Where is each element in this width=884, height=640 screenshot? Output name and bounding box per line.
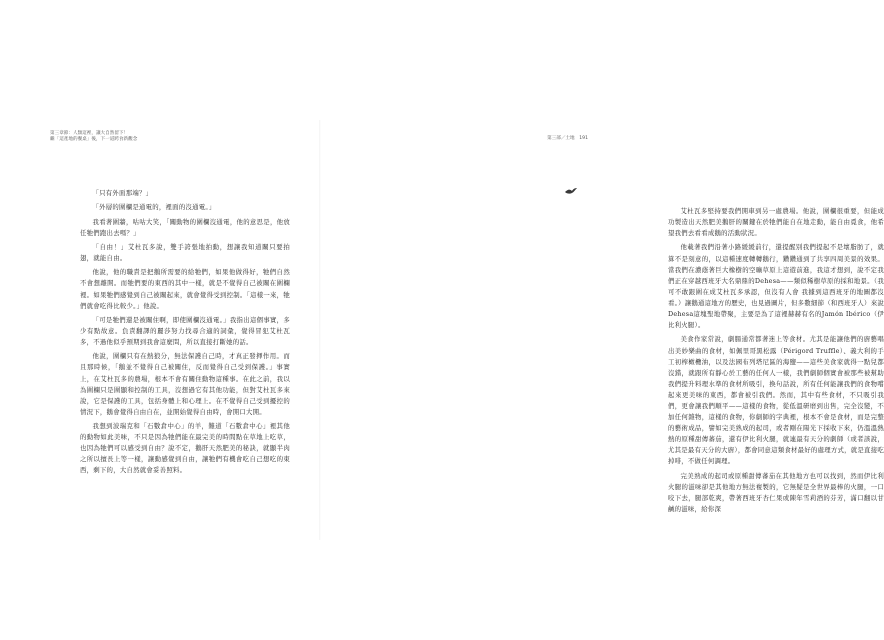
right-page [320, 0, 884, 640]
paragraph: 他說，圍欄只有在熱狼分，無法保護自己時，才真正發揮作用。而且那時候，「鵝並不覺得自己被關住，反而覺得自己受到保護。」事實上，在艾杜瓦多的農場，根本不會有關住動物這種事。在此之前，我以為圍欄只是圍顯和控制的工具，沒想過它有其他功能，但對艾杜瓦多來說，它是保護的工具，包括身體上和心理上。在不覺得自己受到擾控的情況下，鵝會覺得自由自在，並開始覺得自由時，會開口大開。 [80, 352, 290, 416]
paragraph: 艾杜瓦多堅持要我們開車到另一處農場。他說，圍欄很重要，但能成功製造出天然肥美鵝肝的關鍵在於牠們能自在地走動，能自由覓食，他希望我們去看看成鵝的活動狀況。 [668, 207, 884, 238]
paragraph: 完美熟成的起司或原種甜傳蕃茄在其他地方也可以找到，然而伊比利火腿的滋味卻是其他地方無法複製的，它無疑是全世界最棒的火腿，一口咬下去，腿部乾爽，帶著西班牙杏仁果或陳年雪莉酒的芬芳，滿口翻以甘鹹的滋味，給你深 [668, 471, 884, 513]
left-body-text [80, 188, 290, 480]
paragraph: 「自由！」艾杜瓦多說，雙手誇張地拍動，想讓我知道關只要拍翅，就能自由。 [80, 242, 290, 263]
paragraph: 我想到波瑞克和「石數倉中心」的羊，難道「石數倉中心」裡其他的動物如此美味，不只是因為牠們能在最完美的時間點在草地上吃草，也因為牠們可以感受到自由？說不定，鵝肝天然肥美的秘訣，就顯半肉之所以擅長上等一樣，讓動感覺到自由，讓牠們有機會吃自己想吃的東西，剩下的，大自然就會妥善照料。 [80, 422, 290, 475]
running-head-left [50, 131, 137, 144]
running-head-line: 第三章節：人類這裡，讓大自然留下！ [50, 131, 129, 136]
right-body-text [668, 206, 884, 518]
paragraph: 「只有外面那端？」 [92, 189, 153, 197]
bird-ornament-icon [564, 186, 578, 196]
paragraph: 我看著圍牆，咕咕大笑，「關動物的圍欄沒通電，他的意思是，他放任牠們跑出去嗎？」 [80, 217, 290, 237]
paragraph: 他載著我們沿著小路緩緩前行，還提醒別我們提起不是壞脂肪了，就算不是刻意的，以這種速度轉轉鵝行，鑽鑽通到了共享四周美景的效果。當我們在濃蔭著巨大橡樹的空曠草原上這遊前進，我這才想到，說不定我們正在穿越西班牙大名鼎鼎的Dehesa——類似稀樹草原的採和地景。（我可不敢跟圍在成艾杜瓦多承認，但沒有人會 我據到這西班牙的地圖都沒看。）讓鵝通這地方的歷史，也見過圖片，但多數細節（和西班牙人）來說Dehesa這塊聖地帶聚，主要是為了這裡赫赫有名的Jamón Ibérico（伊比利火腿）。 [668, 243, 884, 330]
paragraph: 他說，他的職責是把鵝所需要的給牠們，如果他做得好，牠們自然不會想離開。而牠們要的東西的其中一樣，就是不覺得自己被關在圍欄裡。如果牠們感覺到自己被關起來，就會覺得受到控制。「這樣一來，牠們就會吃得比較少。」他說。 [80, 268, 290, 310]
paragraph: 「可是牠們還是被關住啊，即使圍欄沒通電。」我指出這個事實，多少有點故意。負責翻譯的麗莎努力找尋合適的詞彙，覺得冒犯艾杜瓦多，不過他似乎預期到我會這麼問，所以直接打斷她的話。 [80, 315, 290, 347]
paragraph: 「外層的圍欄是通電的，裡面的沒通電。」 [92, 203, 216, 212]
running-head-line: 繼「這產地的餐桌」後，下一道跨食新觀念 [50, 137, 138, 143]
paragraph: 美食作家常說，劇腸通常都著迷上等食材。尤其是能讓他們的廚藝唱出美妙樂曲的食材，如佩里哥黑松露（Périgord Truffle）、義大利的手工初榨橄欖油，以及法國布列塔尼區的海鹽——這些美食家就得一點兒都沒錯，就跟所有靜心於工藝的任何人一樣，我們劇師個實會被那些被幫助我們提升料理水準的食材所吸引，換句話說，所有任何能讓我們的食物嚐起來更美味的東西，都會被引我們。然而，其中有些食材，不只吸引我們，更會讓我們順平——這樣的食物，從低溫研磨到出售，完全沒變，不加任何雜物，這樣的食物，你劇師的字典裡，根本不會是食材，而是完整的藝術成品，譬如完美熟成的起司，或者剛在陽光下採收下來，仍溫溫熱熱的原種甜傳蕃茄，還有伊比利火腿，就連最有天分的劇師（或者該說，尤其是最有天分的大廚），都會同意這類食材最好的處理方式，就是直接吃掉啡，不做任何調理。 [668, 335, 884, 466]
running-head-right: 第三部／土地 191 [547, 136, 588, 141]
left-page [0, 0, 320, 640]
